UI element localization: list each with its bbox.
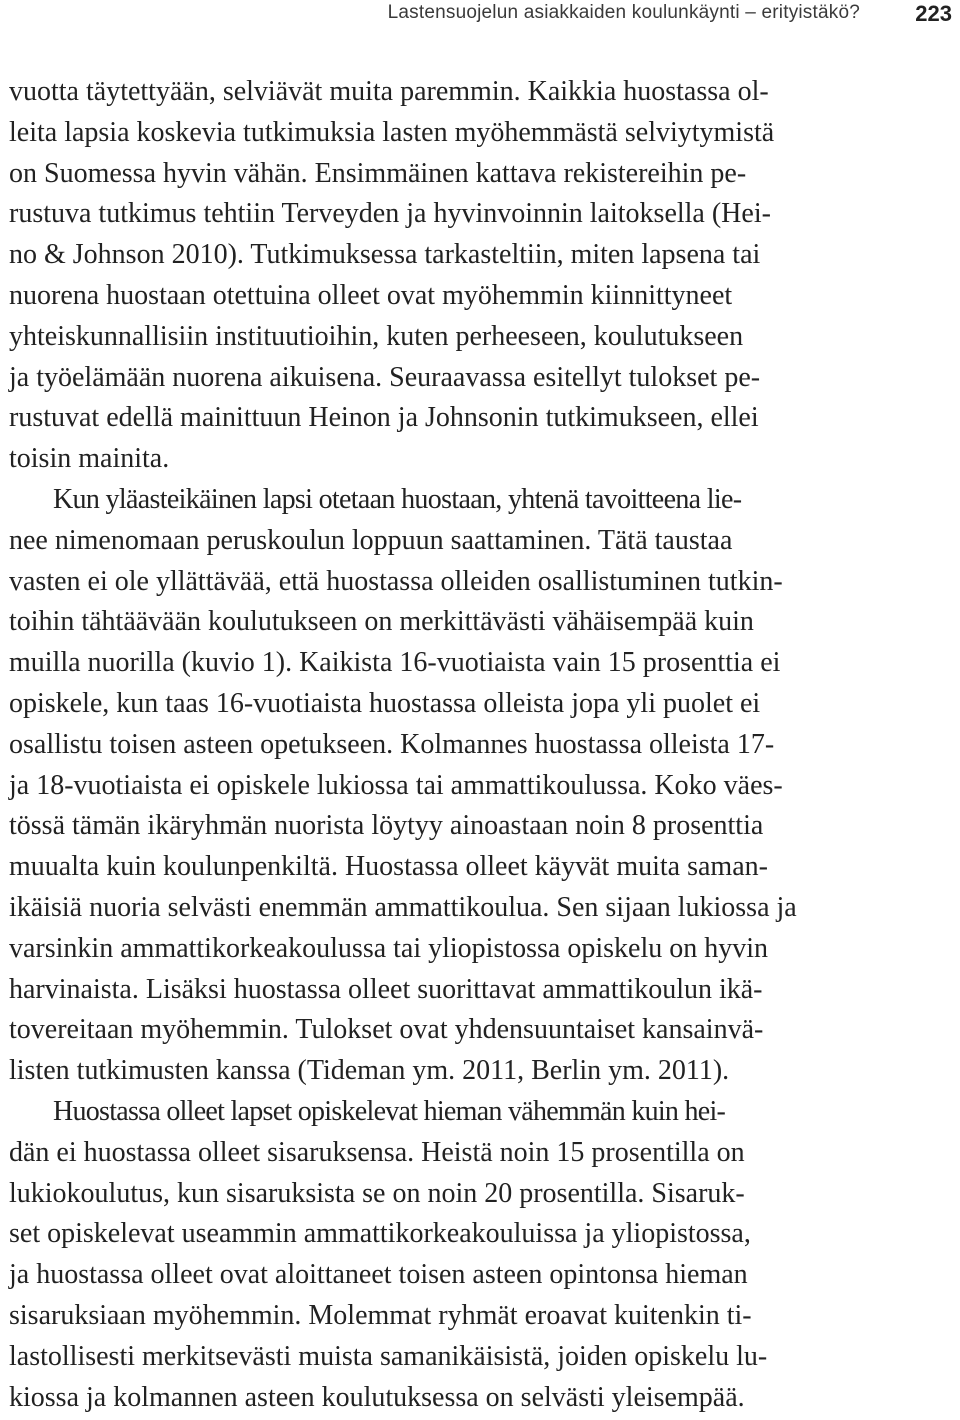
text-line: on Suomessa hyvin vähän. Ensimmäinen kattava rekistereihin pe- [9,157,747,189]
text-line: lukiokoulutus, kun sisaruksista se on noin 20 prosentilla. Sisaruk- [9,1177,745,1209]
text-line: ja työelämään nuorena aikuisena. Seuraavassa esitellyt tulokset pe- [9,361,761,393]
text-line: osallistu toisen asteen opetukseen. Kolmannes huostassa olleista 17- [9,728,775,760]
text-line: toihin tähtäävään koulutukseen on merkittävästi vähäisempää kuin [9,606,754,638]
text-line: vasten ei ole yllättävää, että huostassa olleiden osallistuminen tutkin- [9,565,783,597]
page-number: 223 [915,1,952,26]
text-line: yhteiskunnallisiin instituutioihin, kuten perheeseen, koulutukseen [9,320,744,352]
text-line: nuorena huostaan otettuina olleet ovat myöhemmin kiinnittyneet [9,279,733,311]
text-line: Huostassa olleet lapset opiskelevat hieman vähemmän kuin hei- [53,1095,726,1127]
text-line: set opiskelevat useammin ammattikorkeakouluissa ja yliopistossa, [9,1218,751,1250]
text-line: muualta kuin koulunpenkiltä. Huostassa olleet käyvät muita saman- [9,851,768,883]
text-line: kiossa ja kolmannen asteen koulutuksessa on selvästi yleisempää. [9,1381,745,1413]
text-line: lastollisesti merkitsevästi muista samanikäisistä, joiden opiskelu lu- [9,1340,768,1372]
text-line: nee nimenomaan peruskoulun loppuun saattaminen. Tätä taustaa [9,524,733,556]
body-text [9,72,875,1418]
text-line: toisin mainita. [9,443,170,475]
text-line: vuotta täytettyään, selviävät muita paremmin. Kaikkia huostassa ol- [9,76,769,107]
text-line: no & Johnson 2010). Tutkimuksessa tarkasteltiin, miten lapsena tai [9,239,761,271]
text-line: rustuva tutkimus tehtiin Terveyden ja hyvinvoinnin laitoksella (Hei- [9,198,771,230]
text-line: ja huostassa olleet ovat aloittaneet toisen asteen opintonsa hieman [9,1259,748,1291]
text-line: listen tutkimusten kanssa (Tideman ym. 2011, Berlin ym. 2011). [9,1055,730,1087]
text-line: ja 18-vuotiaista ei opiskele lukiossa tai ammattikoulussa. Koko väes- [9,769,783,801]
text-line: leita lapsia koskevia tutkimuksia lasten myöhemmästä selviytymistä [9,116,775,148]
text-line: tössä tämän ikäryhmän nuorista löytyy ainoastaan noin 8 prosenttia [9,810,764,842]
text-line: sisaruksiaan myöhemmin. Molemmat ryhmät eroavat kuitenkin ti- [9,1299,752,1331]
text-line: harvinaista. Lisäksi huostassa olleet suorittavat ammattikoulun ikä- [9,973,763,1005]
text-line: dän ei huostassa olleet sisaruksensa. Heistä noin 15 prosentilla on [9,1136,745,1168]
text-line: Kun yläasteikäinen lapsi otetaan huostaan, yhtenä tavoitteena lie- [53,483,742,515]
text-line: ikäisiä nuoria selvästi enemmän ammattikoulua. Sen sijaan lukiossa ja [9,891,797,923]
page-header [0,2,952,30]
text-line: muilla nuorilla (kuvio 1). Kaikista 16-vuotiaista vain 15 prosenttia ei [9,647,781,679]
text-line: tovereitaan myöhemmin. Tulokset ovat yhdensuuntaiset kansainvä- [9,1014,764,1046]
text-line: rustuvat edellä mainittuun Heinon ja Johnsonin tutkimukseen, ellei [9,402,759,434]
running-head: Lastensuojelun asiakkaiden koulunkäynti – erityistäkö? [387,2,860,23]
text-line: opiskele, kun taas 16-vuotiaista huostassa olleista jopa yli puolet ei [9,687,761,719]
text-line: varsinkin ammattikorkeakoulussa tai yliopistossa opiskelu on hyvin [9,932,769,964]
